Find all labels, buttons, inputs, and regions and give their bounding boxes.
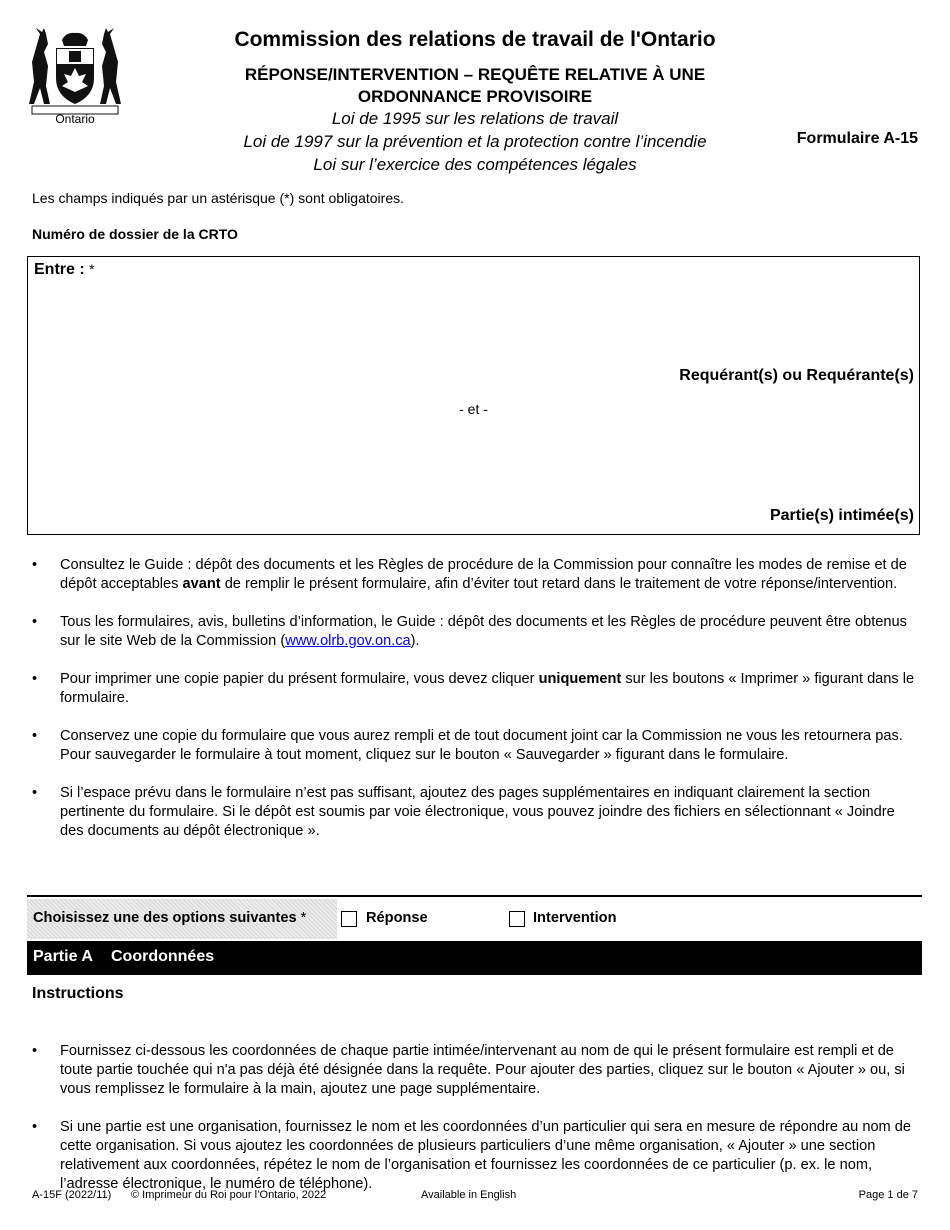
footer-copyright: © Imprimeur du Roi pour l’Ontario, 2022: [131, 1189, 327, 1201]
list-item: [32, 556, 920, 594]
b3-text-bold: uniquement: [538, 671, 622, 687]
list-item: [32, 784, 920, 841]
b2-text-post: ).: [410, 633, 420, 649]
bullet: •: [32, 557, 38, 573]
instructions-heading: Instructions: [32, 985, 124, 1002]
between-text: Entre :: [34, 261, 85, 278]
footer-english-link: Available in English: [421, 1189, 517, 1201]
respondents-label: Partie(s) intimée(s): [769, 507, 914, 524]
between-label: [34, 261, 95, 279]
commission-name: Commission des relations de travail de l'Ontario: [234, 28, 716, 51]
bullet: •: [32, 785, 38, 801]
list-item: [32, 670, 920, 708]
part-a-instructions-list: [32, 1042, 920, 1213]
law-3: Loi sur l’exercice des compétences légales: [313, 155, 637, 174]
part-a-label: Partie A: [33, 948, 93, 965]
list-item: [32, 1042, 920, 1099]
b3-text-post: sur les boutons « Imprimer » figurant dans le formulaire.: [60, 671, 915, 706]
intervention-checkbox-label[interactable]: Intervention: [533, 910, 617, 926]
form-number: Formulaire A-15: [796, 130, 918, 147]
footer-form-code: A-15F (2022/11): [32, 1189, 112, 1201]
instruction-1: Fournissez ci-dessous les coordonnées de chaque partie intimée/intervenant au nom de qui le présent formulaire est rempli et de toute partie touchée qui n'a pas déjà été désignée dans la requête. Pour ajouter des parties, cliquez sur le bouton « Ajouter » ou, si vous remplissez le formulaire à la main, ajoutez une page supplémentaire.: [60, 1043, 905, 1097]
part-a-header: [27, 941, 922, 975]
general-instructions-list: [32, 556, 920, 860]
list-item: [32, 727, 920, 765]
intervention-checkbox[interactable]: [509, 911, 525, 927]
instruction-2: Si une partie est une organisation, fournissez le nom et les coordonnées d’un particulier qui sera en mesure de répondre au nom de cette organisation. Si vous ajoutez les coordonnées de plusieurs particuliers d’une même organisation, « Ajouter » une section relativement aux coordonnées, répétez le nom de l’organisation et fournissez les coordonnées de ce particulier (p. ex. le nom, l’adresse électronique, le numéro de téléphone).: [60, 1119, 912, 1192]
form-title: [140, 64, 810, 108]
b5-text: Si l’espace prévu dans le formulaire n’est pas suffisant, ajoutez des pages supplémentaires en indiquant clairement la section pertinente du formulaire. Si le dépôt est soumis par voie électronique, vous pouvez joindre des fichiers en sélectionnant « Joindre des documents au dépôt électronique ».: [60, 785, 895, 839]
options-label-text: Choisissez une des options suivantes: [33, 910, 297, 926]
b2-text-pre: Tous les formulaires, avis, bulletins d’information, le Guide : dépôt des documents et les Règles de procédure peuvent être obtenus sur le site Web de la Commission (: [60, 614, 907, 649]
required-fields-note: [32, 190, 404, 206]
footer-page-number: Page 1 de 7: [858, 1189, 918, 1201]
b4-text: Conservez une copie du formulaire que vous aurez rempli et de tout document joint car la Commission ne vous les retournera pas. Pour sauvegarder le formulaire à tout moment, cliquez sur le bouton « Sauvegarder » figurant dans le formulaire.: [60, 728, 903, 763]
bullet: •: [32, 671, 38, 687]
bullet: •: [32, 1119, 38, 1135]
and-separator: - et -: [459, 401, 488, 417]
b1-text-bold: avant: [182, 576, 221, 592]
bullet: •: [32, 728, 38, 744]
part-a-title: Coordonnées: [111, 948, 215, 965]
b1-text-post: de remplir le présent formulaire, afin d’éviter tout retard dans le traitement de votre réponse/intervention.: [220, 576, 898, 592]
options-asterisk: *: [300, 910, 307, 926]
logo-label: Ontario: [55, 112, 95, 126]
form-title-line-2: ORDONNANCE PROVISOIRE: [357, 87, 593, 106]
list-item: [32, 613, 920, 651]
applicable-laws: [140, 107, 810, 176]
required-asterisk: *: [284, 190, 290, 206]
options-label: [33, 910, 306, 926]
law-1: Loi de 1995 sur les relations de travail: [331, 109, 619, 128]
between-asterisk: *: [89, 261, 95, 277]
olrb-website-link[interactable]: www.olrb.gov.on.ca: [285, 633, 411, 649]
bullet: •: [32, 1043, 38, 1059]
b1-text-pre: Consultez le Guide : dépôt des documents et les Règles de procédure de la Commission pour connaître les modes de remise et de dépôt acceptables: [60, 557, 907, 592]
file-number-label: Numéro de dossier de la CRTO: [32, 226, 238, 242]
parties-box: [27, 256, 920, 535]
section-divider: [27, 895, 922, 897]
law-2: Loi de 1997 sur la prévention et la protection contre l’incendie: [243, 132, 707, 151]
list-item: [32, 1118, 920, 1194]
required-note-suffix: ) sont obligatoires.: [289, 190, 405, 206]
applicants-label: Requérant(s) ou Requérante(s): [679, 367, 914, 384]
response-checkbox[interactable]: [341, 911, 357, 927]
b3-text-pre: Pour imprimer une copie papier du présent formulaire, vous devez cliquer: [60, 671, 539, 687]
required-note-prefix: Les champs indiqués par un astérisque (: [32, 190, 285, 206]
bullet: •: [32, 614, 38, 630]
form-title-line-1: RÉPONSE/INTERVENTION – REQUÊTE RELATIVE À UNE: [244, 65, 706, 84]
response-checkbox-label[interactable]: Réponse: [366, 910, 428, 926]
